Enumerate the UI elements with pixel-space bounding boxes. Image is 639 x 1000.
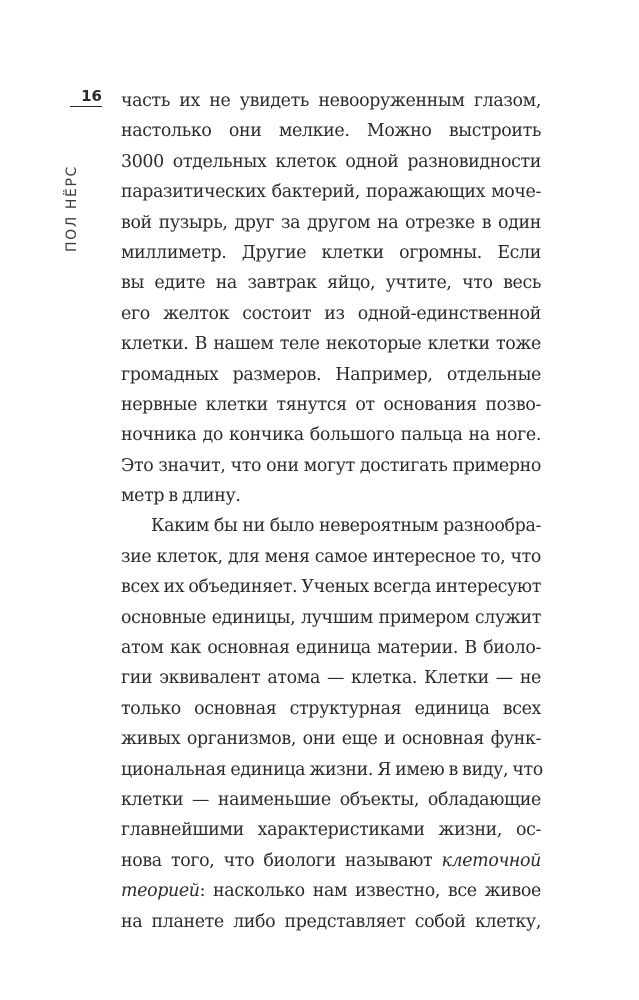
text-line: вой пузырь, друг за другом на отрезке в один xyxy=(121,212,541,233)
text-line: метр в длину. xyxy=(121,486,241,507)
text-line: 3000 отдельных клеток одной разновидности xyxy=(121,151,541,172)
text-line: нервные клетки тянутся от основания позво- xyxy=(121,394,541,415)
text-line: миллиметр. Другие клетки огромны. Если xyxy=(121,242,541,263)
margin-rule xyxy=(70,106,102,107)
text-line: настолько они мелкие. Можно выстроить xyxy=(121,121,541,142)
text-line: вы едите на завтрак яйцо, учтите, что весь xyxy=(121,273,541,294)
text-line: Каким бы ни было невероятным разнообра- xyxy=(151,516,541,537)
text-line: циональная единица жизни. Я имею в виду, что xyxy=(121,759,543,780)
text-line: паразитических бактерий, поражающих моче- xyxy=(121,182,541,203)
text-line xyxy=(121,846,541,876)
text-line: его желток состоит из одной-единственной xyxy=(121,303,541,324)
text-line: гии эквивалент атома — клетка. Клетки — не xyxy=(121,668,541,689)
text-line: на планете либо представляет собой клетку, xyxy=(121,911,541,932)
text-line: часть их не увидеть невооруженным глазом, xyxy=(121,91,541,111)
text-line: ночника до кончика большого пальца на ноге. xyxy=(121,425,541,446)
text-line: клетки — наименьшие объекты, обладающие xyxy=(121,789,541,810)
text-line: зие клеток, для меня самое интересное то, что xyxy=(121,546,541,567)
text-line: основные единицы, лучшим примером служит xyxy=(121,607,541,628)
body-text xyxy=(121,86,541,937)
text-line: только основная структурная единица всех xyxy=(121,698,541,719)
text-line: атом как основная единица материи. В биоло- xyxy=(121,638,541,659)
text-segment: нова того, что биологи называют xyxy=(121,850,433,871)
text-line: главнейшими характеристиками жизни, ос- xyxy=(121,820,541,841)
text-line: громадных размеров. Например, отдельные xyxy=(121,364,541,385)
text-line: клетки. В нашем теле некоторые клетки тоже xyxy=(121,334,541,355)
page-number: 16 xyxy=(81,87,102,105)
italic-term: теорией xyxy=(121,881,200,902)
text-line xyxy=(121,876,541,906)
text-line: Это значит, что они могут достигать примерно xyxy=(121,455,541,476)
running-head: ПОЛ НЁРС xyxy=(64,165,80,252)
text-segment: : насколько нам известно, все живое xyxy=(199,881,541,902)
text-line: всех их объединяет. Ученых всегда интересуют xyxy=(121,577,541,598)
italic-term: клеточной xyxy=(441,850,541,871)
text-line: живых организмов, они еще и основная функ- xyxy=(121,729,541,750)
